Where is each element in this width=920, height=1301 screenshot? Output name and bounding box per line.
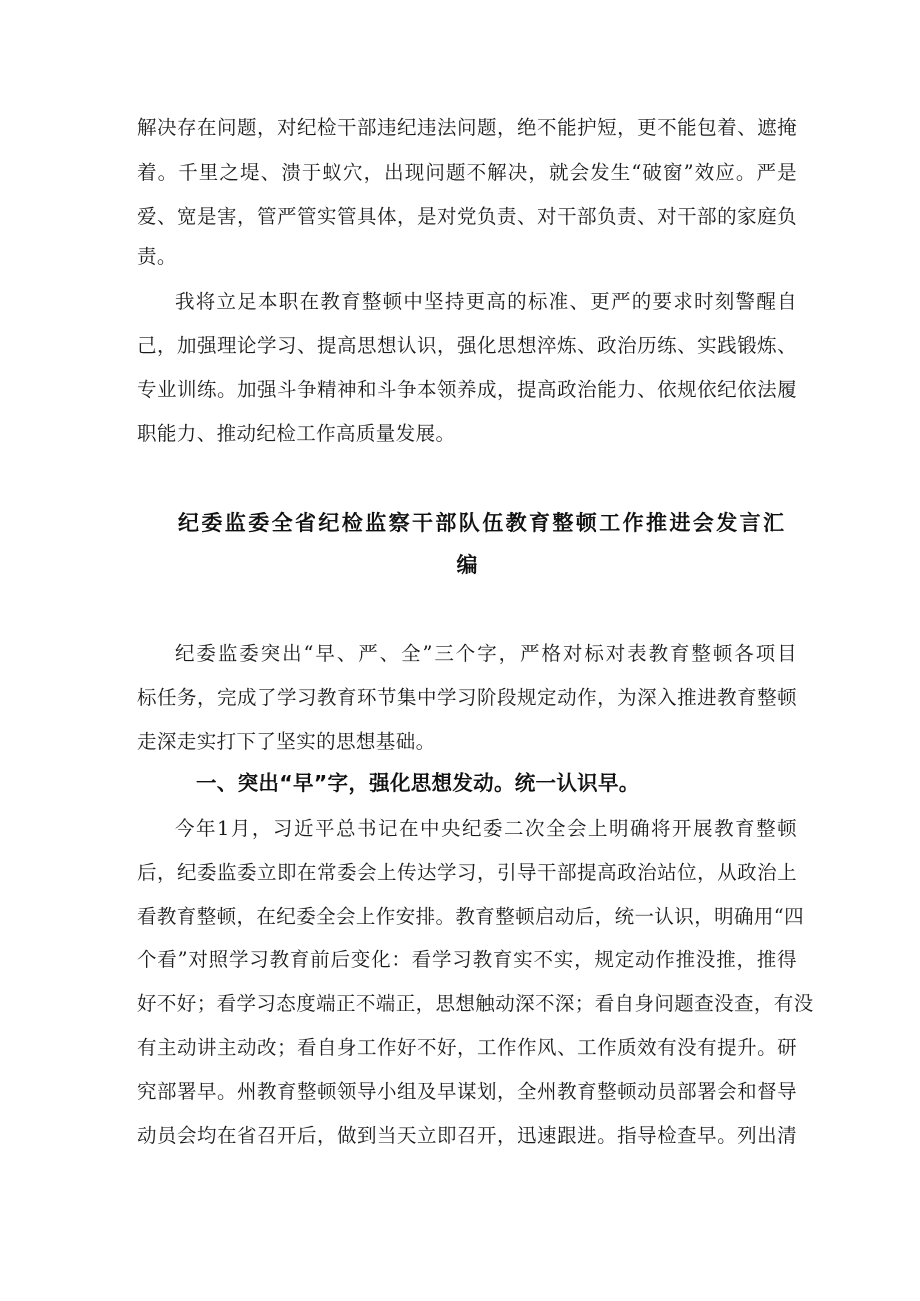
section-1-line-3: 看教育整顿，在纪委全会上作安排。教育整顿启动后，统一认识，明确用“四 [137,905,805,928]
paragraph-1-line-1: 解决存在问题，对纪检干部违纪违法问题，绝不能护短，更不能包着、遮掩 [137,116,797,139]
section-1-line-5: 好不好；看学习态度端正不端正，思想触动深不深；看自身问题查没查，有没 [137,992,814,1015]
document-title-line-1: 纪委监委全省纪检监察干部队伍教育整顿工作推进会发言汇 [178,511,784,535]
section-1-line-8: 动员会均在省召开后，做到当天立即召开，迅速跟进。指导检查早。列出清 [137,1124,797,1147]
section-1-line-1: 今年1月，习近平总书记在中央纪委二次全会上明确将开展教育整顿 [175,817,797,840]
paragraph-3-line-3: 走深走实打下了坚实的思想基础。 [137,730,436,753]
paragraph-3-line-2: 标任务，完成了学习教育环节集中学习阶段规定动作，为深入推进教育整顿 [137,686,797,709]
section-1-line-6: 有主动讲主动改；看自身工作好不好，工作作风、工作质效有没有提升。研 [137,1036,797,1059]
paragraph-1-line-4: 责。 [137,245,177,268]
paragraph-2-line-3: 专业训练。加强斗争精神和斗争本领养成，提高政治能力、依规依纪依法履 [137,378,797,401]
paragraph-1-line-3: 爱、宽是害，管严管实管具体，是对党负责、对干部负责、对干部的家庭负 [137,205,797,228]
paragraph-3-line-1: 纪委监委突出“早、严、全”三个字，严格对标对表教育整顿各项目 [175,642,797,665]
paragraph-2-line-1: 我将立足本职在教育整顿中坚持更高的标准、更严的要求时刻警醒自 [175,290,797,313]
document-title-line-2: 编 [456,553,478,577]
section-1-line-2: 后，纪委监委立即在常委会上传达学习，引导干部提高政治站位，从政治上 [137,861,797,884]
paragraph-2-line-2: 己，加强理论学习、提高思想认识，强化思想淬炼、政治历练、实践锻炼、 [137,334,797,357]
section-1-heading: 一、突出“早”字，强化思想发动。统一认识早。 [196,771,640,795]
section-1-line-4: 个看”对照学习教育前后变化：看学习教育实不实，规定动作推没推，推得 [137,948,797,971]
paragraph-1-line-2: 着。千里之堤、溃于蚁穴，出现问题不解决，就会发生“破窗”效应。严是 [137,161,797,184]
paragraph-2-line-4: 职能力、推动纪检工作高质量发展。 [137,422,456,445]
section-1-line-7: 究部署早。州教育整顿领导小组及早谋划，全州教育整顿动员部署会和督导 [137,1080,797,1103]
